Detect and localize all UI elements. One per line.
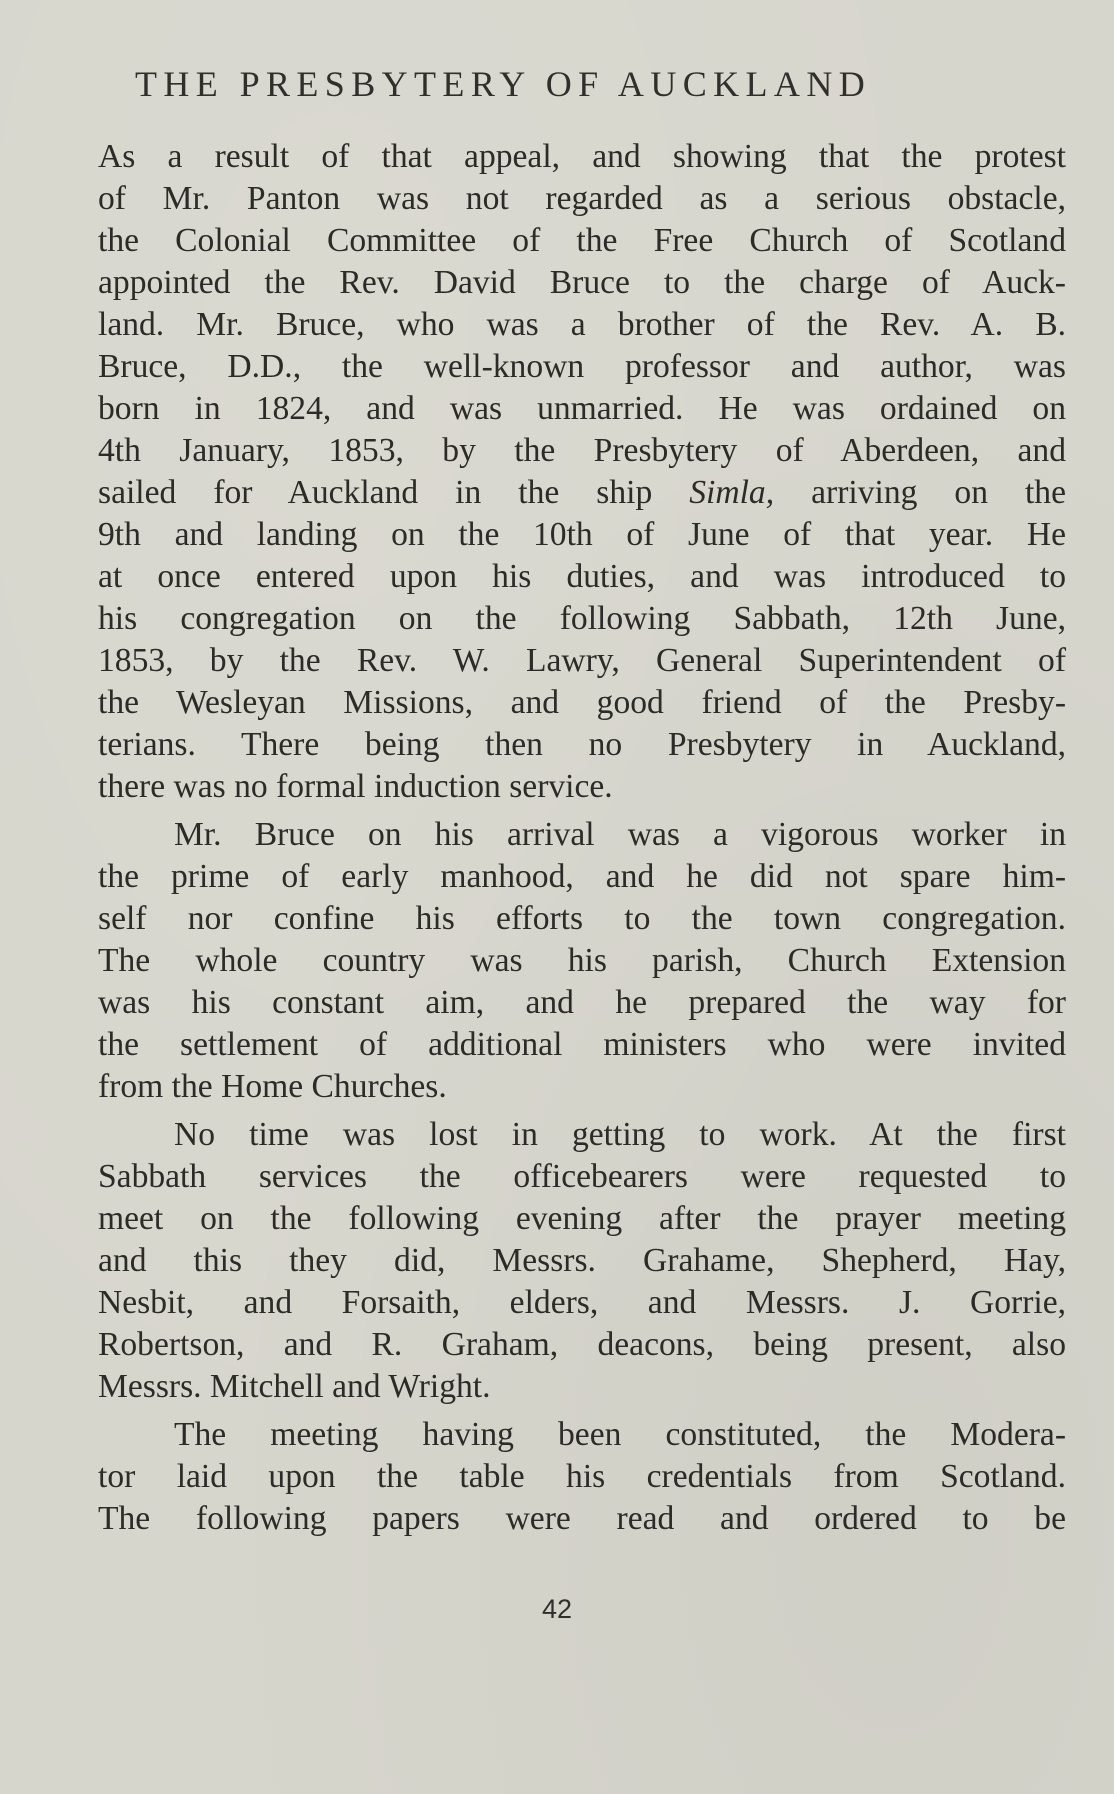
text-run: sailed for Auckland in the ship xyxy=(98,474,690,511)
paragraph-4 xyxy=(98,1414,1066,1540)
text-line: The whole country was his parish, Church Extension xyxy=(98,942,1066,979)
paragraph-2 xyxy=(98,814,1066,1108)
text-line: there was no formal induction service. xyxy=(98,768,613,805)
text-line: The meeting having been constituted, the Modera- xyxy=(174,1416,1066,1453)
text-line: appointed the Rev. David Bruce to the charge of Auck- xyxy=(98,264,1066,301)
text-line: at once entered upon his duties, and was introduced to xyxy=(98,558,1066,595)
paragraph-1 xyxy=(98,136,1066,808)
body-text xyxy=(98,136,1066,1540)
text-line: 4th January, 1853, by the Presbytery of Aberdeen, and xyxy=(98,432,1066,469)
text-line: Mr. Bruce on his arrival was a vigorous worker in xyxy=(174,816,1066,853)
text-line: the prime of early manhood, and he did not spare him- xyxy=(98,858,1066,895)
text-line: Robertson, and R. Graham, deacons, being present, also xyxy=(98,1326,1066,1363)
text-line: tor laid upon the table his credentials from Scotland. xyxy=(98,1458,1066,1495)
text-run: arriving on the xyxy=(774,474,1066,511)
text-line: and this they did, Messrs. Grahame, Shepherd, Hay, xyxy=(98,1242,1066,1279)
text-line: 1853, by the Rev. W. Lawry, General Superintendent of xyxy=(98,642,1066,679)
text-line: Messrs. Mitchell and Wright. xyxy=(98,1368,491,1405)
text-line: meet on the following evening after the prayer meeting xyxy=(98,1200,1066,1237)
text-line: As a result of that appeal, and showing that the protest xyxy=(98,138,1066,175)
text-line: No time was lost in getting to work. At the first xyxy=(174,1116,1066,1153)
text-line: The following papers were read and ordered to be xyxy=(98,1500,1066,1537)
text-line: born in 1824, and was unmarried. He was ordained on xyxy=(98,390,1066,427)
text-line: Bruce, D.D., the well-known professor and author, was xyxy=(98,348,1066,385)
text-line: was his constant aim, and he prepared the way for xyxy=(98,984,1066,1021)
ship-name: Simla, xyxy=(689,474,775,511)
text-line: self nor confine his efforts to the town congregation. xyxy=(98,900,1066,937)
text-line: terians. There being then no Presbytery in Auckland, xyxy=(98,726,1066,763)
running-head: THE PRESBYTERY OF AUCKLAND xyxy=(135,64,872,104)
text-line: Nesbit, and Forsaith, elders, and Messrs. J. Gorrie, xyxy=(98,1284,1066,1321)
text-line: the Wesleyan Missions, and good friend of the Presby- xyxy=(98,684,1066,721)
text-line: 9th and landing on the 10th of June of that year. He xyxy=(98,516,1066,553)
text-line: land. Mr. Bruce, who was a brother of the Rev. A. B. xyxy=(98,306,1066,343)
paragraph-3 xyxy=(98,1114,1066,1408)
text-line: Sabbath services the officebearers were requested to xyxy=(98,1158,1066,1195)
text-line: the Colonial Committee of the Free Church of Scotland xyxy=(98,222,1066,259)
text-line-with-ship-name xyxy=(98,472,1066,514)
text-line: his congregation on the following Sabbath, 12th June, xyxy=(98,600,1066,637)
text-line: of Mr. Panton was not regarded as a serious obstacle, xyxy=(98,180,1066,217)
text-line: the settlement of additional ministers who were invited xyxy=(98,1026,1066,1063)
page-number: 42 xyxy=(541,1594,573,1624)
text-line: from the Home Churches. xyxy=(98,1068,447,1105)
